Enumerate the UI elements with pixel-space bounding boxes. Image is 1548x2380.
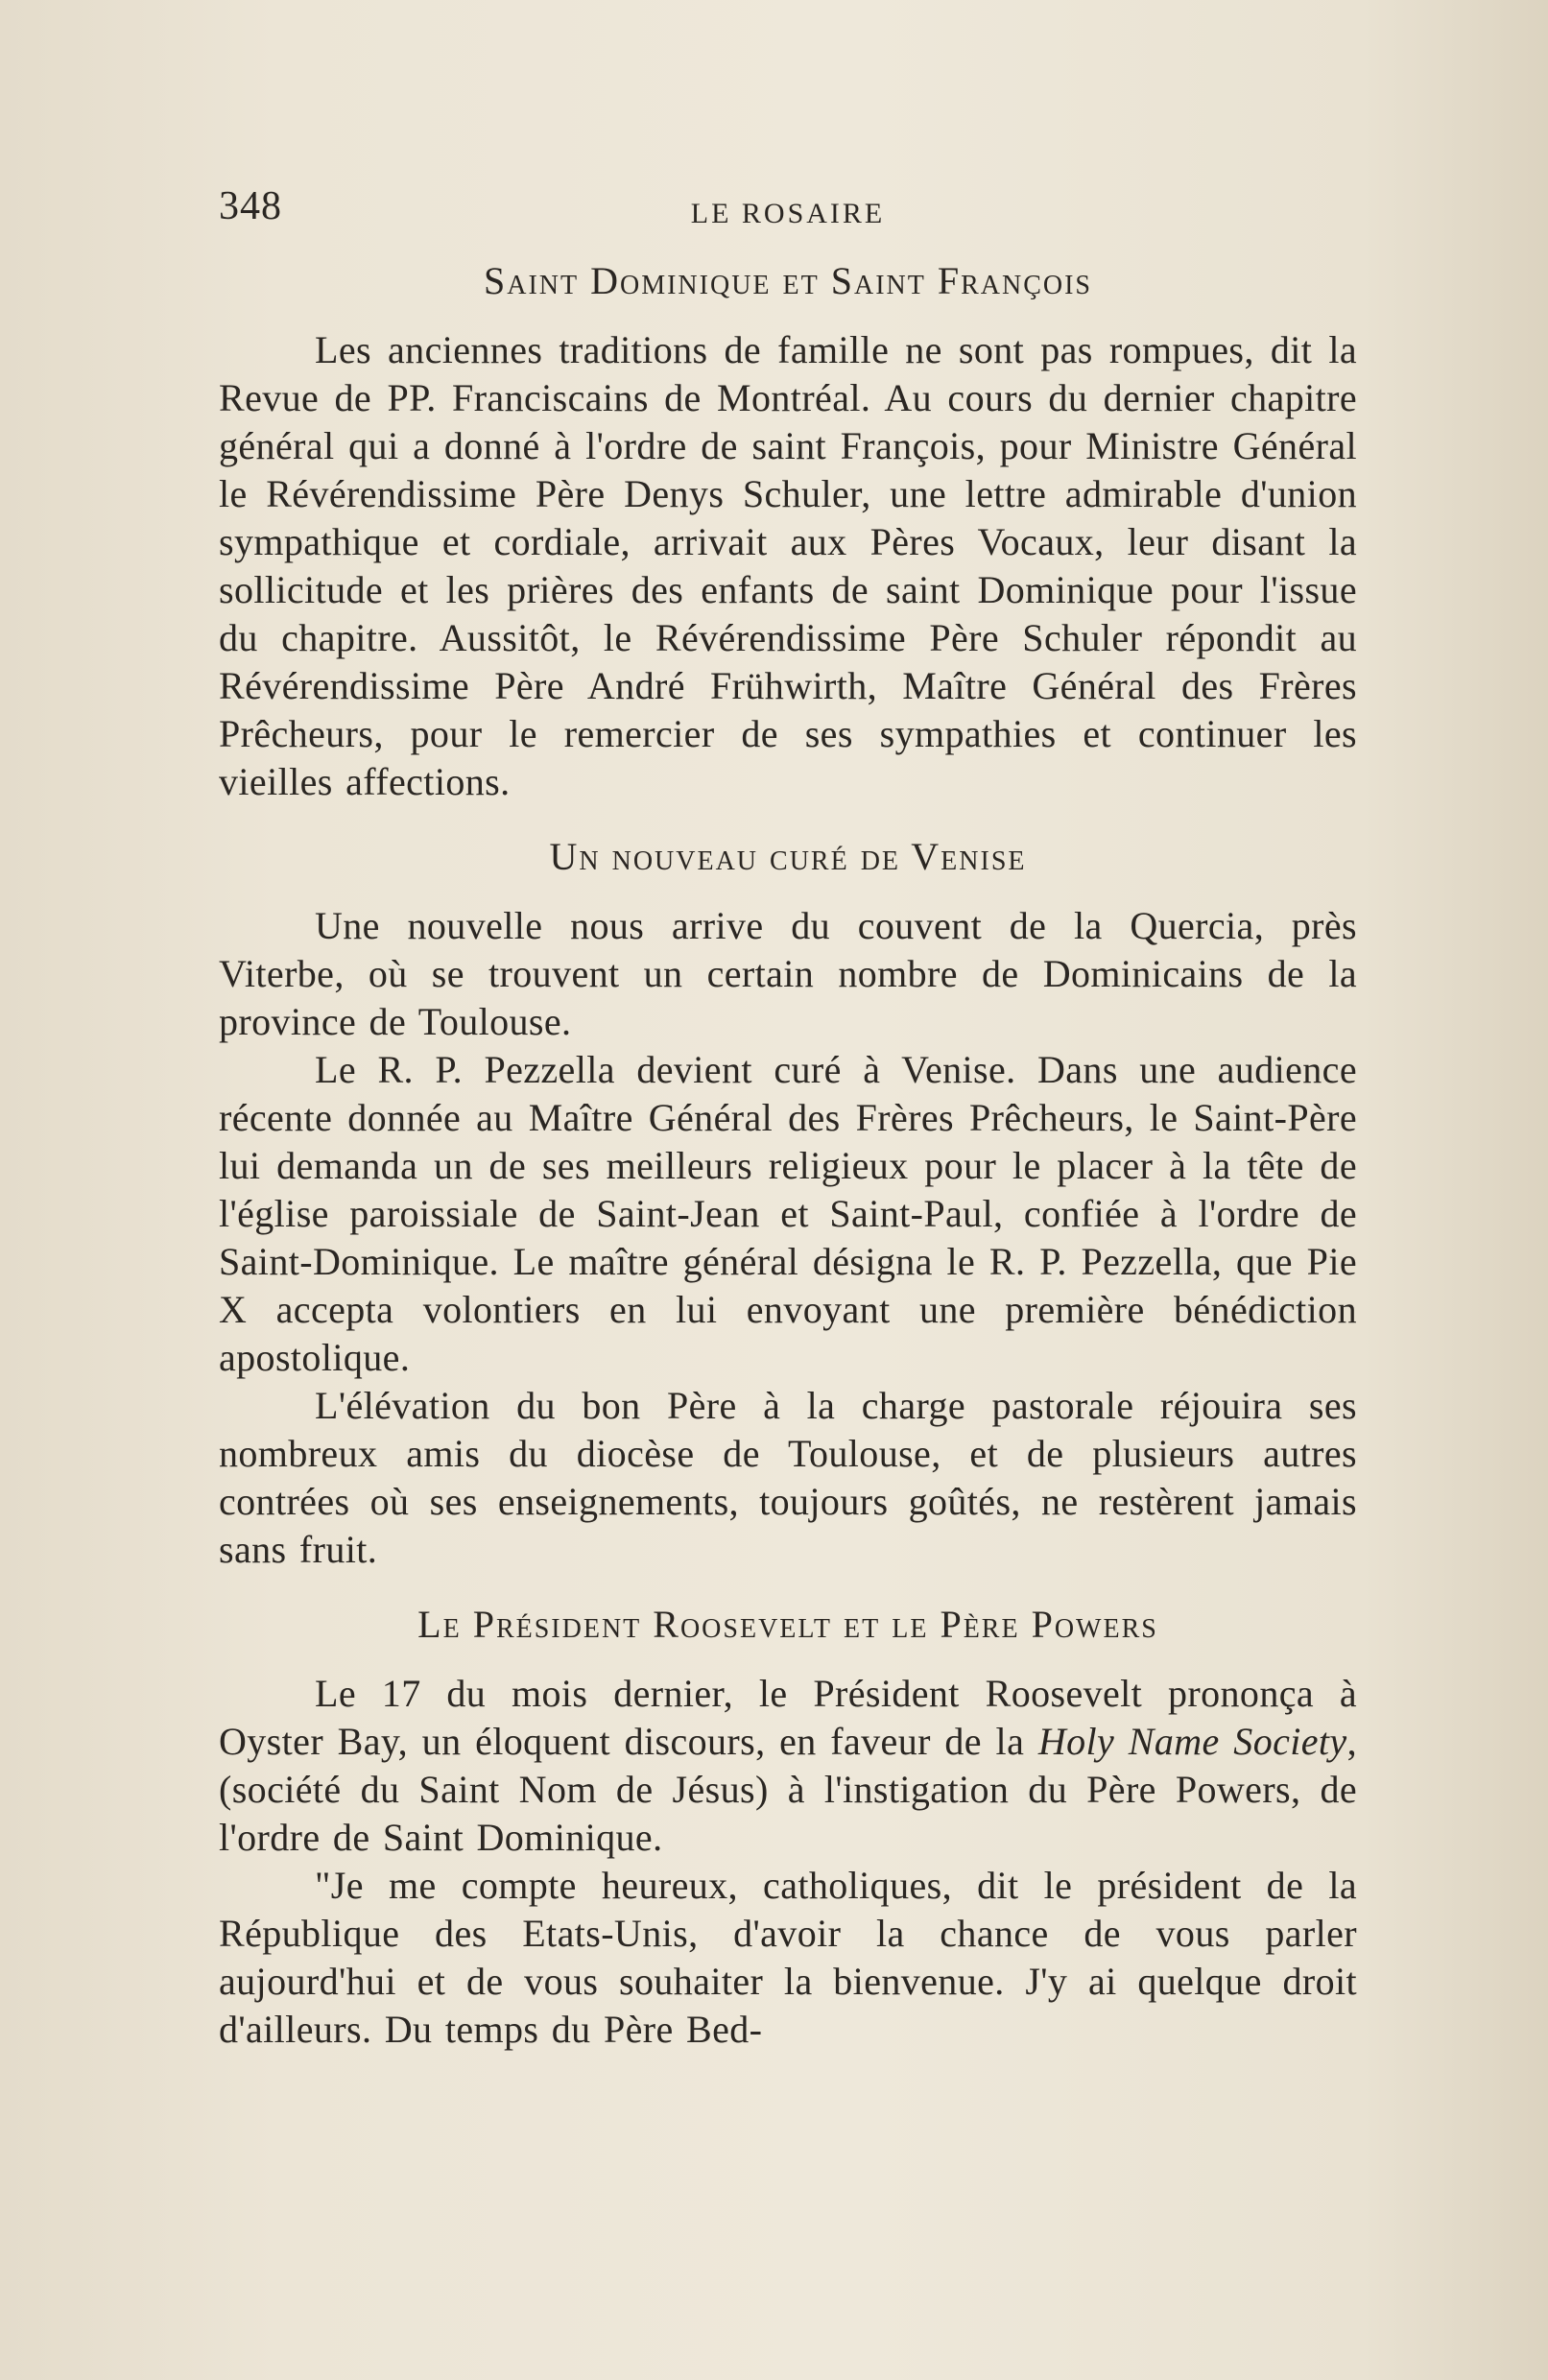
page-text-block xyxy=(219,182,1357,2054)
section-heading-cure-de-venise: Un nouveau curé de Venise xyxy=(549,835,1027,878)
paragraph: "Je me compte heureux, catholiques, dit le président de la République des Etats-Unis, d'avoir la chance de vous parler aujourd'hui et de vous souhaiter la bienvenue. J'y ai quelque droit d'ailleurs. Du temps du Père Bed- xyxy=(219,1864,1357,2051)
paragraph: L'élévation du bon Père à la charge pastorale réjouira ses nombreux amis du diocèse de Toulouse, et de plusieurs autres contrées où ses enseignements, toujours goûtés, ne restèrent jamais sans fruit. xyxy=(219,1384,1357,1571)
paragraph-roosevelt-speech xyxy=(219,1670,1357,1862)
section-heading-saint-dominique: Saint Dominique et Saint François xyxy=(483,259,1092,302)
section-gap xyxy=(219,806,1357,818)
paragraph: Le R. P. Pezzella devient curé à Venise. Dans une audience récente donnée au Maître Général des Frères Prêcheurs, le Saint-Père lui demanda un de ses meilleurs religieux pour le placer à la tête de l'église paroissiale de Saint-Jean et Saint-Paul, confiée à l'ordre de Saint-Dominique. Le maître général désigna le R. P. Pezzella, que Pie X accepta volontiers en lui envoyant une première bénédiction apostolique. xyxy=(219,1048,1357,1379)
paragraph: Les anciennes traditions de famille ne sont pas rompues, dit la Revue de PP. Franciscains de Montréal. Au cours du dernier chapitre général qui a donné à l'ordre de saint François, pour Ministre Général le Révérendissime Père Denys Schuler, une lettre admirable d'union sympathique et cordiale, arrivait aux Pères Vocaux, leur disant la sollicitude et les prières des enfants de saint Dominique pour l'issue du chapitre. Aussitôt, le Révérendissime Père Schuler répondit au Révérendissime Père André Frühwirth, Maître Général des Frères Prêcheurs, pour le remercier de ses sympathies et continuer les vieilles affections. xyxy=(219,328,1357,803)
page-header xyxy=(219,182,1357,240)
page-number: 348 xyxy=(219,184,282,228)
section-gap xyxy=(219,1574,1357,1585)
paragraph-text: Le 17 du mois dernier, le Président Roosevelt prononça à Oyster Bay, un éloquent discours, en faveur de la xyxy=(219,1672,1357,1763)
running-title: LE ROSAIRE xyxy=(690,198,886,229)
section-heading-roosevelt-powers: Le Président Roosevelt et le Père Powers xyxy=(417,1603,1158,1646)
paragraph-text: , (société du Saint Nom de Jésus) à l'instigation du Père Powers, de l'ordre de Saint Dominique. xyxy=(219,1720,1357,1859)
italic-society-name: Holy Name Society xyxy=(1037,1720,1347,1763)
paragraph: Une nouvelle nous arrive du couvent de la Quercia, près Viterbe, où se trouvent un certain nombre de Dominicains de la province de Toulouse. xyxy=(219,904,1357,1043)
